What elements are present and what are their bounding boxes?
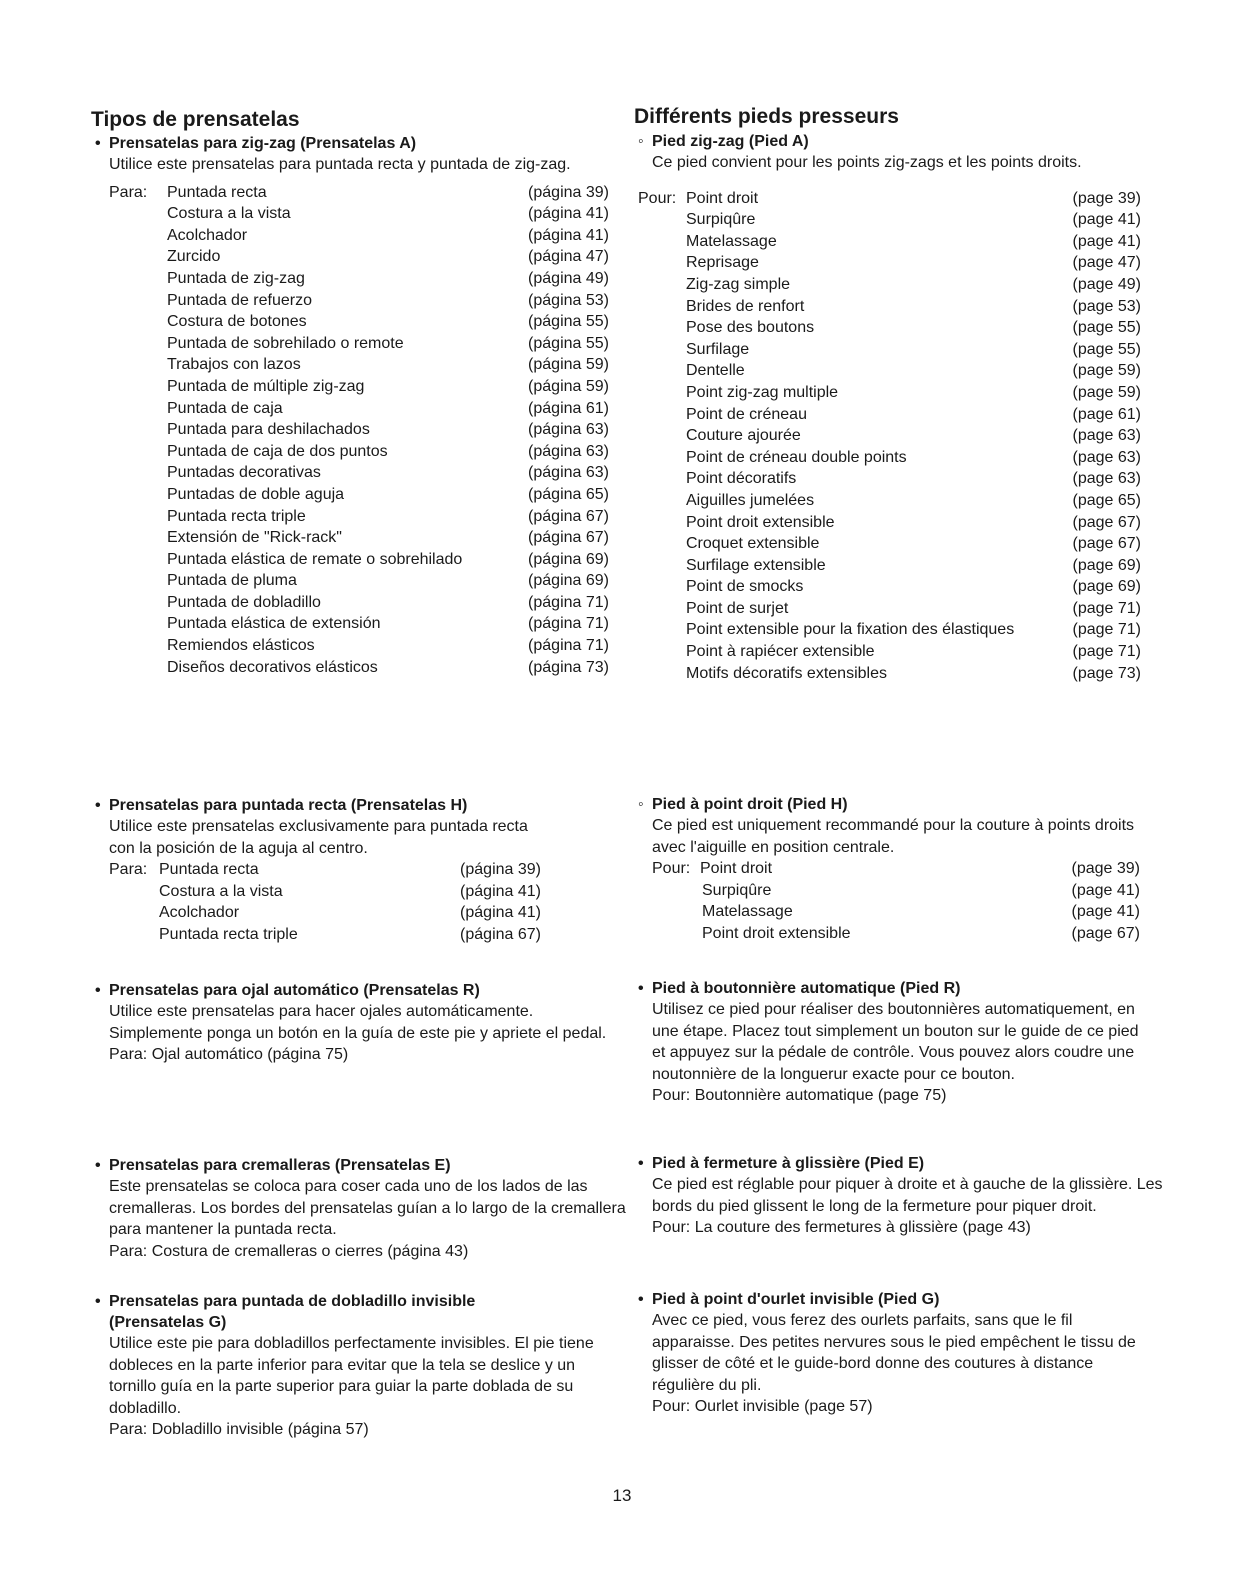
list-item: Matelassage (page 41) <box>686 232 1141 250</box>
list-item: Point zig-zag multiple (page 59) <box>686 383 1141 401</box>
bullet-icon: • <box>638 1291 644 1308</box>
section-description: Utilice este pie para dobladillos perfectamente invisibles. El pie tiene dobleces en la parte inferior para evitar que la tela se deslice y un tornillo guía en la parte superior para guiar la parte doblada de su dobladillo. <box>109 1335 594 1417</box>
list-item: Remiendos elásticos (página 71) <box>167 637 609 655</box>
list-item: Pour: Point droit (page 39) <box>638 189 1141 207</box>
fr-section-blindhem <box>638 1289 1178 1418</box>
list-item: Couture ajourée (page 63) <box>686 427 1141 445</box>
list-item: Puntada de zig-zag (página 49) <box>167 269 609 287</box>
list-item: Surfilage extensible (page 69) <box>686 556 1141 574</box>
list-item: Surfilage (page 55) <box>686 340 1141 358</box>
bullet-icon: • <box>95 1293 101 1310</box>
list-item: Puntada de sobrehilado o remote (página 55) <box>167 334 609 352</box>
section-heading: Pied à fermeture à glissière (Pied E) <box>652 1155 925 1172</box>
list-item: Puntada de pluma (página 69) <box>167 572 609 590</box>
fr-section-straight <box>638 794 1178 945</box>
list-item: Brides de renfort (page 53) <box>686 297 1141 315</box>
list-item: Acolchador (página 41) <box>159 904 541 922</box>
list-item: Croquet extensible (page 67) <box>686 535 1141 553</box>
list-item: Pour: Point droit (page 39) <box>652 860 1140 878</box>
section-heading: Pied à point droit (Pied H) <box>652 796 848 813</box>
fr-section-buttonhole <box>638 978 1178 1107</box>
list-item: Point de créneau (page 61) <box>686 405 1141 423</box>
list-item: Dentelle (page 59) <box>686 362 1141 380</box>
list-item: Acolchador (página 41) <box>167 226 609 244</box>
section-heading: Pied à boutonnière automatique (Pied R) <box>652 980 961 997</box>
list-item: Costura a la vista (página 41) <box>159 882 541 900</box>
list-item: Costura de botones (página 55) <box>167 313 609 331</box>
section-description: Utilice este prensatelas para puntada recta y puntada de zig-zag. <box>109 156 571 173</box>
section-use: Para: Dobladillo invisible (página 57) <box>109 1421 369 1439</box>
list-item: Puntada de caja (página 61) <box>167 399 609 417</box>
section-heading: Prensatelas para puntada recta (Prensatelas H) <box>109 797 468 814</box>
list-item: Point droit extensible (page 67) <box>686 513 1141 531</box>
list-item: Puntada recta triple (página 67) <box>159 925 541 943</box>
list-item: Aiguilles jumelées (page 65) <box>686 491 1141 509</box>
list-item: Extensión de "Rick-rack" (página 67) <box>167 529 609 547</box>
stitch-list <box>652 858 1140 944</box>
stitch-list <box>109 182 609 679</box>
section-heading: Prensatelas para ojal automático (Prensatelas R) <box>109 982 480 999</box>
section-heading: Prensatelas para puntada de dobladillo invisible (Prensatelas G) <box>109 1293 476 1331</box>
section-heading: Pied à point d'ourlet invisible (Pied G) <box>652 1291 940 1308</box>
french-title: Différents pieds presseurs <box>634 105 899 128</box>
section-use: Para: Costura de cremalleras o cierres (página 43) <box>109 1242 469 1260</box>
stitch-list <box>109 859 541 945</box>
section-description: Ce pied est réglable pour piquer à droite et à gauche de la glissière. Les bords du pied glissent le long de la fermeture pour piquer droit. <box>652 1176 1163 1215</box>
section-description: Avec ce pied, vous ferez des ourlets parfaits, sans que le fil apparaisse. Des petites nervures sous le pied empêchent le tissu de glisser de côté et le guide-bord donne des coutures à distance régulière du pli. <box>652 1312 1136 1394</box>
stitch-list <box>638 188 1141 685</box>
list-item: Puntada de refuerzo (página 53) <box>167 291 609 309</box>
list-item: Surpiqûre (page 41) <box>702 881 1140 899</box>
list-item: Para: Puntada recta (página 39) <box>109 183 609 201</box>
bullet-icon: • <box>638 1155 644 1172</box>
es-section-buttonhole <box>95 980 635 1066</box>
list-item: Point décoratifs (page 63) <box>686 470 1141 488</box>
section-description: Ce pied est uniquement recommandé pour la couture à points droits avec l'aiguille en position centrale. <box>652 817 1135 856</box>
section-use: Pour: Boutonnière automatique (page 75) <box>652 1087 947 1105</box>
list-item: Puntada para deshilachados (página 63) <box>167 421 609 439</box>
spanish-title: Tipos de prensatelas <box>91 108 300 131</box>
list-item: Surpiqûre (page 41) <box>686 211 1141 229</box>
bullet-icon: • <box>638 980 644 997</box>
section-description: Utilice este prensatelas exclusivamente para puntada recta con la posición de la aguja al centro. <box>109 818 528 857</box>
list-item: Point de smocks (page 69) <box>686 578 1141 596</box>
bullet-icon: ◦ <box>638 133 644 150</box>
bullet-icon: ◦ <box>638 796 644 813</box>
list-item: Point de créneau double points (page 63) <box>686 448 1141 466</box>
list-item: Costura a la vista (página 41) <box>167 205 609 223</box>
section-use: Para: Ojal automático (página 75) <box>109 1046 349 1064</box>
fr-section-zipper <box>638 1153 1178 1239</box>
list-item: Puntada recta triple (página 67) <box>167 507 609 525</box>
es-section-straight <box>95 795 635 946</box>
list-item: Pose des boutons (page 55) <box>686 319 1141 337</box>
es-section-zigzag <box>95 133 635 678</box>
section-heading: Prensatelas para cremalleras (Prensatelas E) <box>109 1157 451 1174</box>
list-item: Point extensible pour la fixation des élastiques (page 71) <box>686 621 1141 639</box>
list-item: Puntadas de doble aguja (página 65) <box>167 485 609 503</box>
list-item: Puntadas decorativas (página 63) <box>167 464 609 482</box>
list-item: Puntada de caja de dos puntos (página 63) <box>167 442 609 460</box>
list-item: Para: Puntada recta (página 39) <box>109 861 541 879</box>
es-section-blindhem <box>95 1291 635 1441</box>
bullet-icon: • <box>95 797 101 814</box>
list-item: Puntada de múltiple zig-zag (página 59) <box>167 377 609 395</box>
list-item: Point de surjet (page 71) <box>686 599 1141 617</box>
list-item: Zurcido (página 47) <box>167 248 609 266</box>
list-item: Reprisage (page 47) <box>686 254 1141 272</box>
list-item: Diseños decorativos elásticos (página 73) <box>167 658 609 676</box>
section-description: Este prensatelas se coloca para coser cada uno de los lados de las cremalleras. Los bordes del prensatelas guían a lo largo de la cremallera para mantener la puntada recta. <box>109 1178 626 1239</box>
section-use: Pour: La couture des fermetures à glissière (page 43) <box>652 1219 1031 1237</box>
list-item: Trabajos con lazos (página 59) <box>167 356 609 374</box>
list-item: Point à rapiécer extensible (page 71) <box>686 643 1141 661</box>
list-item: Puntada de dobladillo (página 71) <box>167 593 609 611</box>
section-heading: Pied zig-zag (Pied A) <box>652 133 809 150</box>
bullet-icon: • <box>95 982 101 999</box>
list-item: Matelassage (page 41) <box>702 903 1140 921</box>
list-item: Puntada elástica de remate o sobrehilado (página 69) <box>167 550 609 568</box>
list-item: Motifs décoratifs extensibles (page 73) <box>686 664 1141 682</box>
page-number: 13 <box>612 1486 632 1505</box>
bullet-icon: • <box>95 1157 101 1174</box>
list-item: Zig-zag simple (page 49) <box>686 275 1141 293</box>
section-description: Utilisez ce pied pour réaliser des boutonnières automatiquement, en une étape. Placez tout simplement un bouton sur le guide de ce pied et appuyez sur la pédale de contrôle. Vous pouvez alors coudre une noutonnière de la longuerur exacte pour ce bouton. <box>652 1001 1139 1083</box>
section-use: Pour: Ourlet invisible (page 57) <box>652 1398 873 1416</box>
fr-section-zigzag <box>638 131 1178 684</box>
section-description: Ce pied convient pour les points zig-zags et les points droits. <box>652 154 1082 171</box>
list-item: Puntada elástica de extensión (página 71) <box>167 615 609 633</box>
list-item: Point droit extensible (page 67) <box>702 924 1140 942</box>
es-section-zipper <box>95 1155 635 1262</box>
section-heading: Prensatelas para zig-zag (Prensatelas A) <box>109 135 417 152</box>
bullet-icon: • <box>95 135 101 152</box>
section-description: Utilice este prensatelas para hacer ojales automáticamente. Simplemente ponga un botón en la guía de este pie y apriete el pedal. <box>109 1003 607 1042</box>
